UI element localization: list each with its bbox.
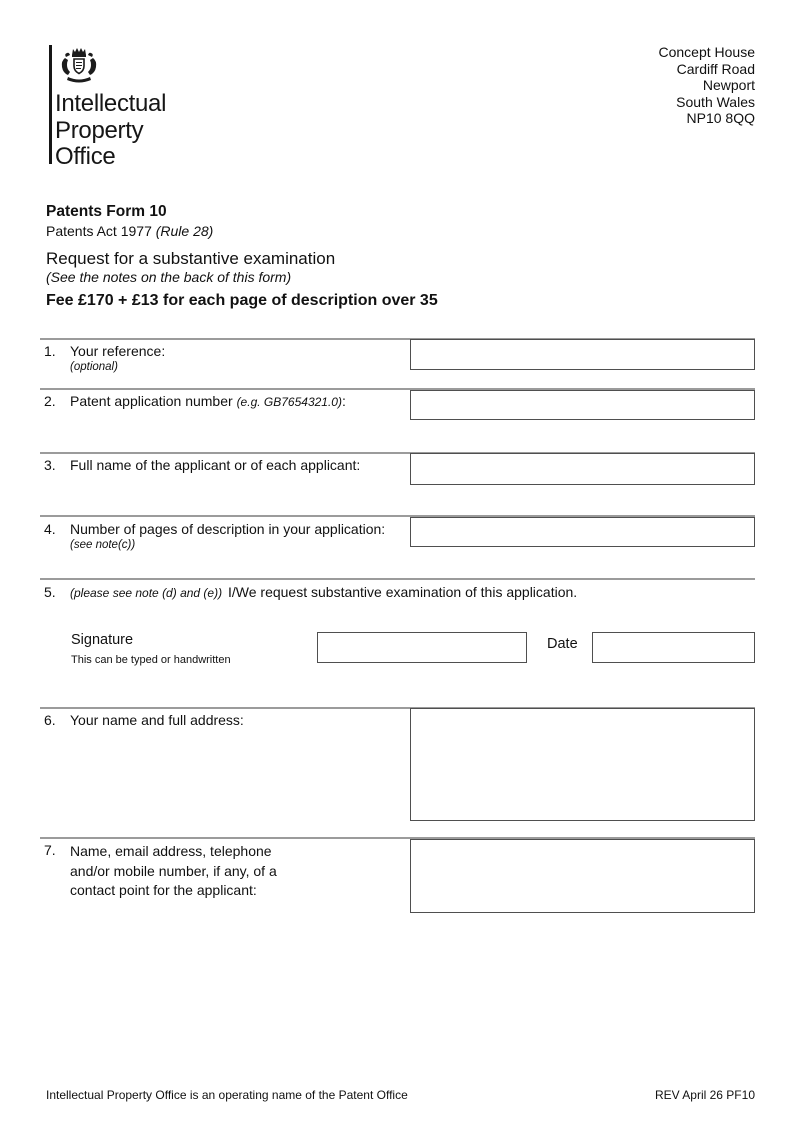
footer-operating-name: Intellectual Property Office is an operating name of the Patent Office	[46, 1088, 408, 1102]
logo-vertical-bar	[49, 45, 52, 164]
field-number: 4.	[44, 521, 56, 537]
field-label-your-reference: Your reference:	[70, 343, 166, 359]
office-address	[658, 44, 755, 127]
applicant-name-input[interactable]	[410, 453, 755, 485]
your-reference-input[interactable]	[410, 339, 755, 370]
label-example: (e.g. GB7654321.0)	[236, 395, 342, 409]
field-number: 3.	[44, 457, 56, 473]
footer-revision: REV April 26 PF10	[654, 1088, 755, 1102]
address-line: NP10 8QQ	[686, 110, 755, 126]
pages-of-description-input[interactable]	[410, 517, 755, 547]
date-input[interactable]	[592, 632, 755, 663]
label-line: contact point for the applicant:	[70, 882, 257, 898]
field-label-pages-of-description: Number of pages of description in your application:	[70, 521, 386, 537]
request-title: Request for a substantive examination	[46, 249, 336, 268]
field-label-application-number	[70, 393, 346, 409]
logo-text-line: Intellectual	[55, 90, 167, 117]
signature-note: This can be typed or handwritten	[71, 654, 231, 666]
act-line	[46, 223, 213, 239]
royal-coat-of-arms-icon	[60, 44, 98, 90]
address-line: Cardiff Road	[676, 60, 755, 77]
label-suffix: :	[341, 393, 346, 409]
field-number: 5.	[44, 584, 56, 600]
contact-point-textarea[interactable]	[410, 839, 755, 913]
request-note: (See the notes on the back of this form)	[46, 269, 292, 285]
rule-text: (Rule 28)	[155, 223, 214, 239]
signature-input[interactable]	[317, 632, 527, 663]
address-line: South Wales	[676, 93, 755, 110]
field-number: 1.	[44, 343, 56, 359]
field-number: 7.	[44, 842, 56, 858]
field-number: 2.	[44, 393, 56, 409]
examination-request-statement: I/We request substantive examination of this application.	[228, 584, 578, 600]
signature-label: Signature	[71, 632, 134, 648]
field-number: 6.	[44, 712, 56, 728]
fee-line: Fee £170 + £13 for each page of description over 35	[46, 292, 438, 309]
label-line: and/or mobile number, if any, of a	[70, 862, 277, 879]
field-label-name-and-address: Your name and full address:	[70, 712, 244, 728]
field-note-see-note-d-e: (please see note (d) and (e))	[70, 586, 223, 600]
address-line: Newport	[702, 77, 755, 93]
ipo-logo	[55, 91, 166, 171]
date-label: Date	[547, 636, 578, 652]
application-number-input[interactable]	[410, 390, 755, 420]
field-note-optional: (optional)	[70, 361, 118, 373]
field-label-contact-point	[70, 842, 277, 901]
label-line: Name, email address, telephone	[70, 843, 272, 859]
label-main: Patent application number	[70, 393, 233, 409]
address-line: Concept House	[658, 44, 755, 60]
field-label-applicant-name: Full name of the applicant or of each applicant:	[70, 457, 361, 473]
field-note-see-note-c: (see note(c))	[70, 539, 136, 551]
section-divider	[40, 578, 755, 580]
form-title: Patents Form 10	[46, 203, 167, 220]
name-and-address-textarea[interactable]	[410, 708, 755, 821]
logo-text-line: Office	[55, 143, 116, 170]
act-text: Patents Act 1977	[46, 223, 152, 239]
logo-text-line: Property	[55, 116, 144, 144]
